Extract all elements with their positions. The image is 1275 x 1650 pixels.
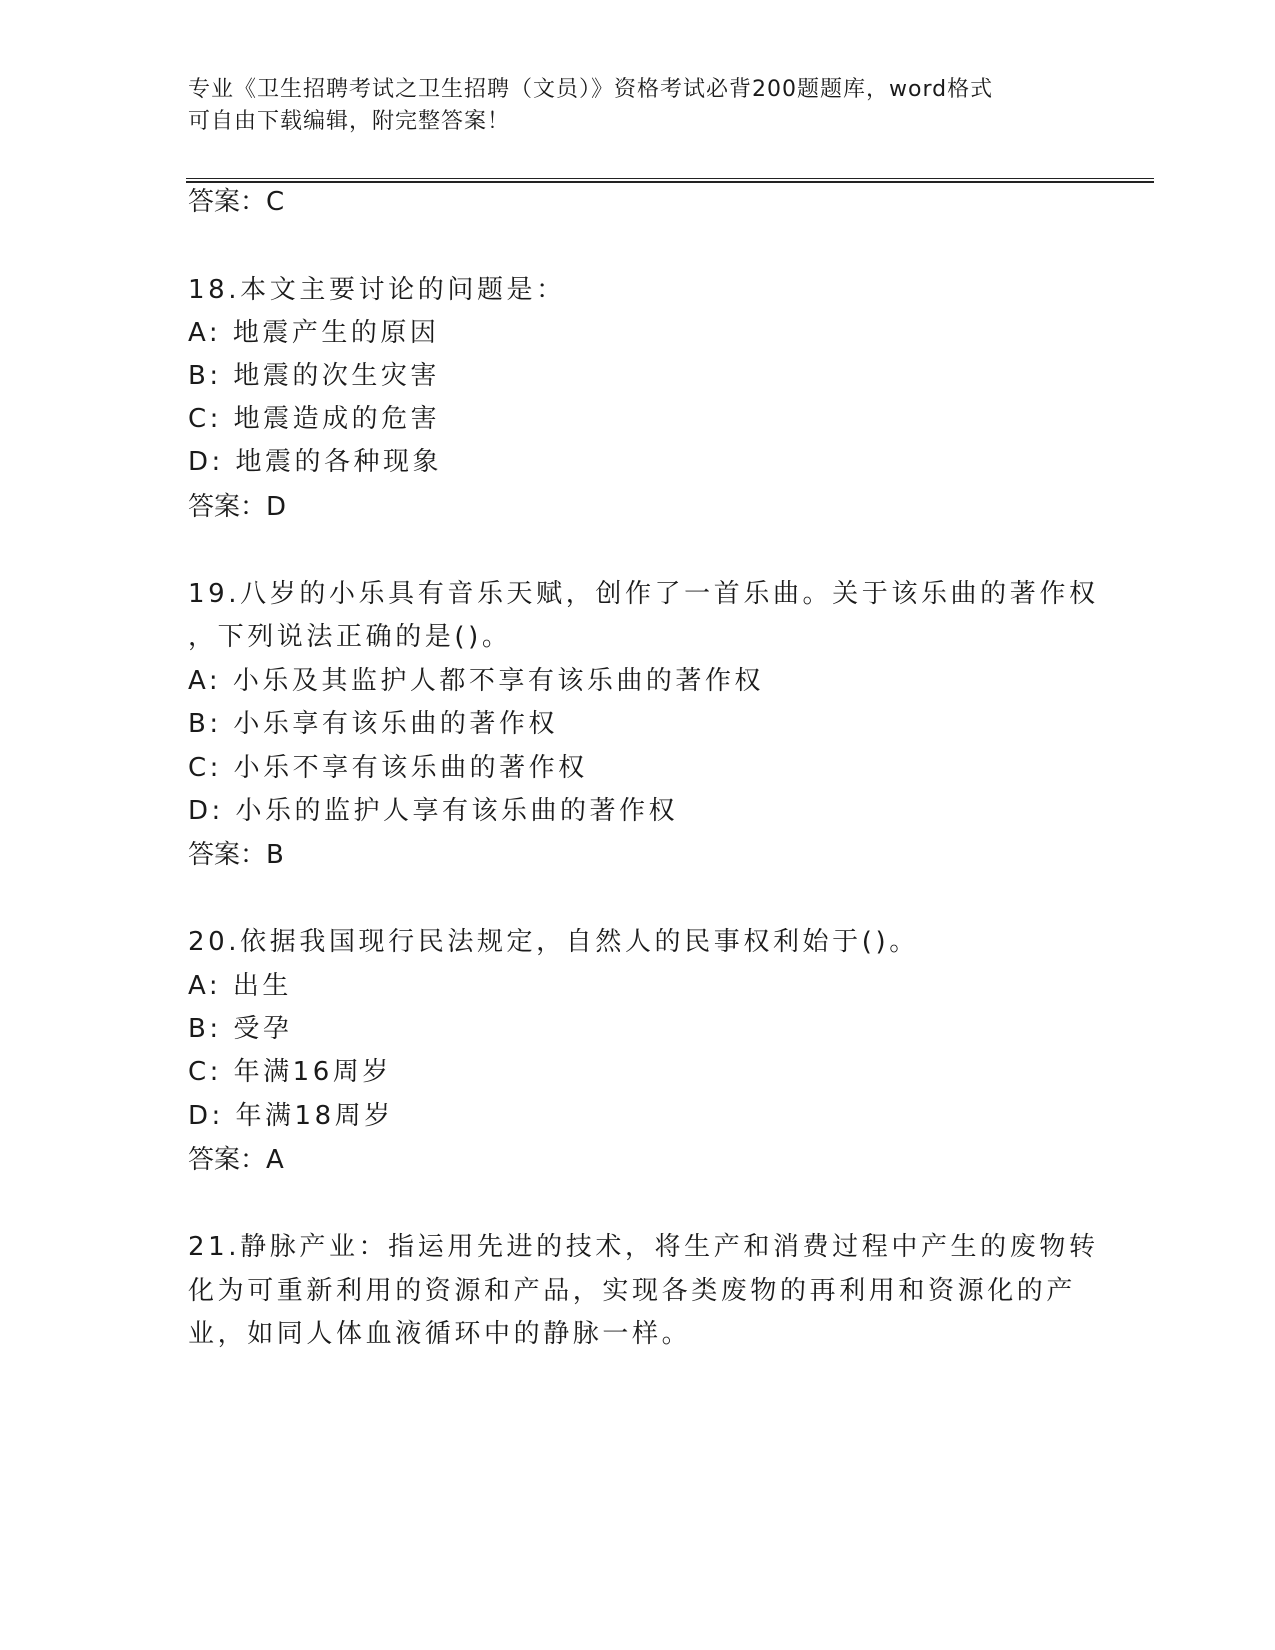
- question-20-option-d: D: 年满18周岁: [188, 1101, 394, 1131]
- question-20-stem: 20.依据我国现行民法规定，自然人的民事权利始于()。: [188, 927, 919, 957]
- question-21-stem-line-3: 业，如同人体血液循环中的静脉一样。: [188, 1319, 692, 1349]
- header-line-2: 可自由下载编辑，附完整答案！: [188, 109, 511, 134]
- question-18-option-a: A: 地震产生的原因: [188, 318, 440, 348]
- header-line-1: 专业《卫生招聘考试之卫生招聘（文员）》资格考试必背200题题库，word格式: [188, 77, 994, 102]
- question-19-option-a: A: 小乐及其监护人都不享有该乐曲的著作权: [188, 666, 764, 696]
- question-18-stem: 18.本文主要讨论的问题是：: [188, 275, 566, 305]
- question-18-answer: 答案：D: [188, 492, 287, 522]
- question-19-stem-line-2: ，下列说法正确的是()。: [188, 622, 512, 652]
- question-21-stem-line-1: 21.静脉产业：指运用先进的技术，将生产和消费过程中产生的废物转: [188, 1232, 1099, 1262]
- question-18-option-c: C: 地震造成的危害: [188, 404, 441, 434]
- question-20-option-a: A: 出生: [188, 971, 292, 1001]
- question-20-option-b: B: 受孕: [188, 1014, 293, 1044]
- question-21-stem-line-2: 化为可重新利用的资源和产品，实现各类废物的再利用和资源化的产: [188, 1276, 1077, 1306]
- question-19-answer: 答案：B: [188, 840, 284, 870]
- question-18-option-b: B: 地震的次生灾害: [188, 361, 440, 391]
- previous-answer: 答案：C: [188, 187, 285, 217]
- question-19-option-b: B: 小乐享有该乐曲的著作权: [188, 709, 558, 739]
- question-19-option-c: C: 小乐不享有该乐曲的著作权: [188, 753, 588, 783]
- header-divider: [186, 178, 1154, 183]
- question-20-answer: 答案：A: [188, 1145, 284, 1175]
- question-19-stem-line-1: 19.八岁的小乐具有音乐天赋，创作了一首乐曲。关于该乐曲的著作权: [188, 579, 1099, 609]
- page-header: [188, 74, 1088, 138]
- question-20-option-c: C: 年满16周岁: [188, 1057, 392, 1087]
- question-18-option-d: D: 地震的各种现象: [188, 447, 443, 477]
- question-19-option-d: D: 小乐的监护人享有该乐曲的著作权: [188, 796, 679, 826]
